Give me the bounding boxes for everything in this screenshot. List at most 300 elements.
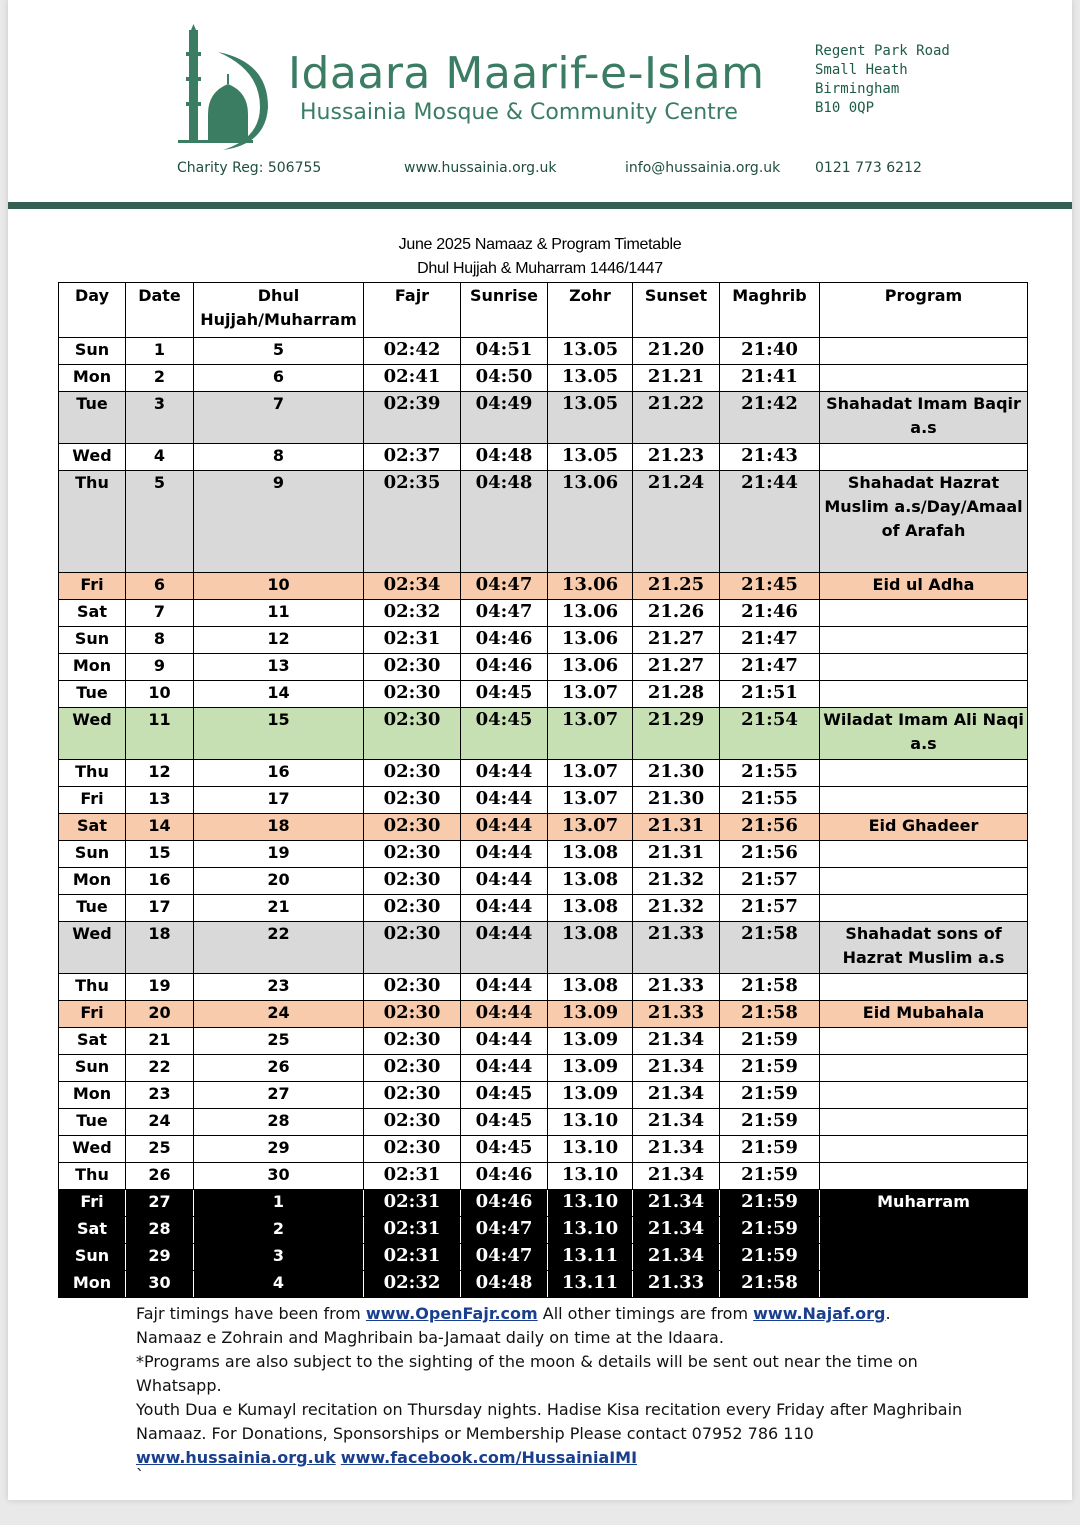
- sunset-time: 21.20: [633, 338, 720, 365]
- sunset-time: 21.30: [633, 760, 720, 787]
- date-cell: 7: [126, 600, 194, 627]
- timetable-row: [59, 1163, 1028, 1190]
- sunset-time: 21.34: [633, 1109, 720, 1136]
- timetable-row: [59, 1082, 1028, 1109]
- date-cell: 21: [126, 1028, 194, 1055]
- note-moon-sighting: *Programs are also subject to the sighting of the moon & details will be sent out near the time on Whatsapp.: [136, 1352, 918, 1395]
- col-header-day: Day: [59, 283, 126, 338]
- program-cell: [820, 1136, 1028, 1163]
- hijri-date-cell: 14: [194, 681, 364, 708]
- col-header-zohr: Zohr: [548, 283, 633, 338]
- day-cell: Mon: [59, 868, 126, 895]
- day-cell: Tue: [59, 681, 126, 708]
- sunrise-time: 04:45: [461, 1109, 548, 1136]
- fajr-time: 02:41: [364, 365, 461, 392]
- date-cell: 10: [126, 681, 194, 708]
- date-cell: 18: [126, 922, 194, 974]
- sunset-time: 21.34: [633, 1136, 720, 1163]
- maghrib-time: 21:58: [720, 922, 820, 974]
- najaf-link[interactable]: www.Najaf.org: [753, 1304, 886, 1323]
- date-cell: 26: [126, 1163, 194, 1190]
- fajr-time: 02:39: [364, 392, 461, 444]
- hijri-date-cell: 13: [194, 654, 364, 681]
- day-cell: Sun: [59, 841, 126, 868]
- zohr-time: 13.07: [548, 787, 633, 814]
- hijri-date-cell: 15: [194, 708, 364, 760]
- maghrib-time: 21:55: [720, 787, 820, 814]
- sunset-time: 21.34: [633, 1163, 720, 1190]
- day-cell: Fri: [59, 573, 126, 600]
- sunrise-time: 04:46: [461, 1163, 548, 1190]
- note-jamaat: Namaaz e Zohrain and Maghribain ba-Jamaat daily on time at the Idaara.: [136, 1328, 724, 1347]
- maghrib-time: 21:59: [720, 1190, 820, 1217]
- maghrib-time: 21:59: [720, 1028, 820, 1055]
- sunset-time: 21.34: [633, 1082, 720, 1109]
- fajr-time: 02:30: [364, 1055, 461, 1082]
- hijri-date-cell: 9: [194, 471, 364, 573]
- fajr-time: 02:32: [364, 1271, 461, 1298]
- fajr-time: 02:32: [364, 600, 461, 627]
- fajr-time: 02:30: [364, 760, 461, 787]
- sunset-time: 21.34: [633, 1217, 720, 1244]
- fajr-time: 02:35: [364, 471, 461, 573]
- date-cell: 5: [126, 471, 194, 573]
- maghrib-time: 21:40: [720, 338, 820, 365]
- sunrise-time: 04:46: [461, 1190, 548, 1217]
- hijri-date-cell: 20: [194, 868, 364, 895]
- website-link[interactable]: www.hussainia.org.uk: [404, 160, 557, 176]
- maghrib-time: 21:46: [720, 600, 820, 627]
- note-sources: [136, 1302, 996, 1326]
- note-text: .: [885, 1304, 891, 1323]
- sunset-time: 21.34: [633, 1055, 720, 1082]
- day-cell: Mon: [59, 365, 126, 392]
- hijri-date-cell: 28: [194, 1109, 364, 1136]
- maghrib-time: 21:57: [720, 868, 820, 895]
- sunset-time: 21.31: [633, 814, 720, 841]
- maghrib-time: 21:58: [720, 974, 820, 1001]
- fajr-time: 02:31: [364, 1163, 461, 1190]
- day-cell: Wed: [59, 444, 126, 471]
- day-cell: Thu: [59, 760, 126, 787]
- date-cell: 24: [126, 1109, 194, 1136]
- timetable-row: [59, 1109, 1028, 1136]
- maghrib-time: 21:56: [720, 841, 820, 868]
- date-cell: 23: [126, 1082, 194, 1109]
- day-cell: Sat: [59, 814, 126, 841]
- hijri-date-cell: 27: [194, 1082, 364, 1109]
- hijri-date-cell: 8: [194, 444, 364, 471]
- maghrib-time: 21:59: [720, 1163, 820, 1190]
- timetable-row: [59, 922, 1028, 974]
- maghrib-time: 21:54: [720, 708, 820, 760]
- sunset-time: 21.33: [633, 1001, 720, 1028]
- hijri-date-cell: 3: [194, 1244, 364, 1271]
- program-cell: [820, 787, 1028, 814]
- zohr-time: 13.07: [548, 681, 633, 708]
- org-subtitle: Hussainia Mosque & Community Centre: [300, 100, 738, 125]
- zohr-time: 13.10: [548, 1190, 633, 1217]
- fajr-time: 02:30: [364, 868, 461, 895]
- sunset-time: 21.32: [633, 868, 720, 895]
- sunrise-time: 04:51: [461, 338, 548, 365]
- fajr-time: 02:42: [364, 338, 461, 365]
- sunset-time: 21.31: [633, 841, 720, 868]
- timetable-row: [59, 627, 1028, 654]
- date-cell: 11: [126, 708, 194, 760]
- facebook-link[interactable]: www.facebook.com/HussainiaIMI: [340, 1448, 638, 1467]
- program-cell: [820, 365, 1028, 392]
- program-cell: Eid Mubahala: [820, 1001, 1028, 1028]
- date-cell: 30: [126, 1271, 194, 1298]
- maghrib-time: 21:44: [720, 471, 820, 573]
- address-block: [815, 42, 950, 118]
- sunset-time: 21.32: [633, 895, 720, 922]
- timetable-row: [59, 654, 1028, 681]
- date-cell: 17: [126, 895, 194, 922]
- date-cell: 22: [126, 1055, 194, 1082]
- date-cell: 3: [126, 392, 194, 444]
- col-header-hijri: Dhul Hujjah/Muharram: [194, 283, 364, 338]
- zohr-time: 13.07: [548, 708, 633, 760]
- zohr-time: 13.05: [548, 365, 633, 392]
- sunrise-time: 04:44: [461, 922, 548, 974]
- sunrise-time: 04:44: [461, 974, 548, 1001]
- maghrib-time: 21:58: [720, 1271, 820, 1298]
- hijri-date-cell: 29: [194, 1136, 364, 1163]
- sunset-time: 21.34: [633, 1190, 720, 1217]
- date-cell: 28: [126, 1217, 194, 1244]
- address-line: Birmingham: [815, 81, 900, 97]
- hijri-date-cell: 11: [194, 600, 364, 627]
- timetable-header-row: [59, 283, 1028, 338]
- program-cell: [820, 1055, 1028, 1082]
- maghrib-time: 21:59: [720, 1244, 820, 1271]
- program-cell: Muharram: [820, 1190, 1028, 1217]
- timetable-row: [59, 841, 1028, 868]
- hijri-date-cell: 4: [194, 1271, 364, 1298]
- hijri-date-cell: 30: [194, 1163, 364, 1190]
- maghrib-time: 21:47: [720, 654, 820, 681]
- day-cell: Tue: [59, 895, 126, 922]
- fajr-time: 02:31: [364, 1217, 461, 1244]
- fajr-time: 02:30: [364, 1082, 461, 1109]
- address-line: B10 0QP: [815, 100, 875, 116]
- timetable-row: [59, 787, 1028, 814]
- timetable-row: [59, 681, 1028, 708]
- day-cell: Sun: [59, 1055, 126, 1082]
- program-cell: Shahadat Hazrat Muslim a.s/Day/Amaal of Arafah: [820, 471, 1028, 573]
- hijri-date-cell: 6: [194, 365, 364, 392]
- program-cell: [820, 1217, 1028, 1244]
- fajr-time: 02:30: [364, 974, 461, 1001]
- hijri-date-cell: 25: [194, 1028, 364, 1055]
- zohr-time: 13.05: [548, 444, 633, 471]
- day-cell: Mon: [59, 1271, 126, 1298]
- sunset-time: 21.34: [633, 1244, 720, 1271]
- maghrib-time: 21:47: [720, 627, 820, 654]
- sunrise-time: 04:44: [461, 895, 548, 922]
- day-cell: Sat: [59, 600, 126, 627]
- day-cell: Tue: [59, 1109, 126, 1136]
- sunset-time: 21.21: [633, 365, 720, 392]
- day-cell: Wed: [59, 708, 126, 760]
- fajr-time: 02:30: [364, 1001, 461, 1028]
- hijri-date-cell: 24: [194, 1001, 364, 1028]
- maghrib-time: 21:59: [720, 1055, 820, 1082]
- date-cell: 6: [126, 573, 194, 600]
- hussainia-site-link[interactable]: www.hussainia.org.uk: [136, 1448, 336, 1467]
- hijri-date-cell: 22: [194, 922, 364, 974]
- day-cell: Fri: [59, 787, 126, 814]
- fajr-time: 02:30: [364, 654, 461, 681]
- date-cell: 13: [126, 787, 194, 814]
- sunset-time: 21.33: [633, 1271, 720, 1298]
- fajr-time: 02:30: [364, 681, 461, 708]
- footer-notes: [136, 1302, 996, 1485]
- hijri-date-cell: 21: [194, 895, 364, 922]
- sunrise-time: 04:44: [461, 841, 548, 868]
- fajr-time: 02:30: [364, 708, 461, 760]
- timetable-row: [59, 760, 1028, 787]
- sunrise-time: 04:44: [461, 868, 548, 895]
- sunset-time: 21.33: [633, 974, 720, 1001]
- sunrise-time: 04:47: [461, 1244, 548, 1271]
- program-cell: [820, 338, 1028, 365]
- date-cell: 8: [126, 627, 194, 654]
- maghrib-time: 21:42: [720, 392, 820, 444]
- col-header-program: Program: [820, 283, 1028, 338]
- maghrib-time: 21:57: [720, 895, 820, 922]
- sunset-time: 21.22: [633, 392, 720, 444]
- fajr-time: 02:34: [364, 573, 461, 600]
- timetable-row: [59, 365, 1028, 392]
- timetable-row: [59, 600, 1028, 627]
- zohr-time: 13.08: [548, 868, 633, 895]
- day-cell: Mon: [59, 654, 126, 681]
- phone-number: 0121 773 6212: [815, 160, 922, 176]
- zohr-time: 13.08: [548, 974, 633, 1001]
- sunrise-time: 04:49: [461, 392, 548, 444]
- program-cell: Wiladat Imam Ali Naqi a.s: [820, 708, 1028, 760]
- program-cell: Eid Ghadeer: [820, 814, 1028, 841]
- zohr-time: 13.09: [548, 1028, 633, 1055]
- timetable-subtitle: Dhul Hujjah & Muharram 1446/1447: [417, 260, 663, 277]
- sunrise-time: 04:48: [461, 1271, 548, 1298]
- zohr-time: 13.05: [548, 392, 633, 444]
- program-cell: [820, 627, 1028, 654]
- zohr-time: 13.10: [548, 1136, 633, 1163]
- col-header-maghrib: Maghrib: [720, 283, 820, 338]
- day-cell: Sat: [59, 1217, 126, 1244]
- sunrise-time: 04:46: [461, 654, 548, 681]
- sunset-time: 21.27: [633, 654, 720, 681]
- timetable-row: [59, 1271, 1028, 1298]
- sunrise-time: 04:50: [461, 365, 548, 392]
- sunrise-time: 04:44: [461, 1001, 548, 1028]
- date-cell: 12: [126, 760, 194, 787]
- sunrise-time: 04:45: [461, 708, 548, 760]
- mosque-logo-icon: [168, 22, 278, 152]
- sunset-time: 21.25: [633, 573, 720, 600]
- program-cell: [820, 1271, 1028, 1298]
- address-line: Small Heath: [815, 62, 908, 78]
- date-cell: 1: [126, 338, 194, 365]
- program-cell: [820, 974, 1028, 1001]
- col-header-fajr: Fajr: [364, 283, 461, 338]
- maghrib-time: 21:59: [720, 1217, 820, 1244]
- program-cell: Shahadat Imam Baqir a.s: [820, 392, 1028, 444]
- program-cell: Eid ul Adha: [820, 573, 1028, 600]
- sunset-time: 21.29: [633, 708, 720, 760]
- date-cell: 16: [126, 868, 194, 895]
- timetable-row: [59, 1190, 1028, 1217]
- timetable-row: [59, 1244, 1028, 1271]
- fajr-time: 02:31: [364, 1190, 461, 1217]
- sunrise-time: 04:45: [461, 1136, 548, 1163]
- program-cell: Shahadat sons of Hazrat Muslim a.s: [820, 922, 1028, 974]
- program-cell: [820, 1028, 1028, 1055]
- col-header-sunset: Sunset: [633, 283, 720, 338]
- program-cell: [820, 1163, 1028, 1190]
- maghrib-time: 21:41: [720, 365, 820, 392]
- sunrise-time: 04:47: [461, 1217, 548, 1244]
- sunrise-time: 04:48: [461, 444, 548, 471]
- timetable-row: [59, 1028, 1028, 1055]
- timetable-row: [59, 974, 1028, 1001]
- sunrise-time: 04:44: [461, 787, 548, 814]
- zohr-time: 13.09: [548, 1055, 633, 1082]
- day-cell: Thu: [59, 974, 126, 1001]
- note-text: Fajr timings have been from: [136, 1304, 366, 1323]
- program-cell: [820, 841, 1028, 868]
- fajr-time: 02:30: [364, 1109, 461, 1136]
- program-cell: [820, 1082, 1028, 1109]
- fajr-time: 02:31: [364, 627, 461, 654]
- note-text: All other timings are from: [537, 1304, 754, 1323]
- address-line: Regent Park Road: [815, 43, 950, 59]
- sunset-time: 21.24: [633, 471, 720, 573]
- fajr-time: 02:30: [364, 841, 461, 868]
- maghrib-time: 21:59: [720, 1082, 820, 1109]
- hijri-date-cell: 18: [194, 814, 364, 841]
- col-header-sunrise: Sunrise: [461, 283, 548, 338]
- zohr-time: 13.06: [548, 627, 633, 654]
- day-cell: Tue: [59, 392, 126, 444]
- fajr-time: 02:30: [364, 922, 461, 974]
- sunrise-time: 04:48: [461, 471, 548, 573]
- header-divider: [8, 202, 1072, 209]
- hijri-date-cell: 5: [194, 338, 364, 365]
- maghrib-time: 21:51: [720, 681, 820, 708]
- zohr-time: 13.11: [548, 1244, 633, 1271]
- day-cell: Fri: [59, 1001, 126, 1028]
- zohr-time: 13.08: [548, 841, 633, 868]
- fajr-time: 02:30: [364, 895, 461, 922]
- zohr-time: 13.09: [548, 1082, 633, 1109]
- sunrise-time: 04:44: [461, 1028, 548, 1055]
- document-page: [8, 0, 1072, 1500]
- maghrib-time: 21:59: [720, 1136, 820, 1163]
- zohr-time: 13.10: [548, 1163, 633, 1190]
- sunrise-time: 04:44: [461, 760, 548, 787]
- sunrise-time: 04:47: [461, 600, 548, 627]
- program-cell: [820, 444, 1028, 471]
- timetable-row: [59, 868, 1028, 895]
- fajr-time: 02:30: [364, 814, 461, 841]
- openfajr-link[interactable]: www.OpenFajr.com: [365, 1304, 538, 1323]
- zohr-time: 13.08: [548, 895, 633, 922]
- date-cell: 15: [126, 841, 194, 868]
- email-link[interactable]: info@hussainia.org.uk: [625, 160, 781, 176]
- charity-reg: Charity Reg: 506755: [177, 160, 322, 176]
- timetable-row: [59, 895, 1028, 922]
- sunrise-time: 04:45: [461, 1082, 548, 1109]
- timetable-row: [59, 392, 1028, 444]
- hijri-date-cell: 12: [194, 627, 364, 654]
- note-youth-programs: Youth Dua e Kumayl recitation on Thursday nights. Hadise Kisa recitation every Friday after Maghribain Namaaz. For Donations, Sponsorships or Membership Please contact 07952 786 110: [136, 1400, 963, 1443]
- sunrise-time: 04:46: [461, 627, 548, 654]
- zohr-time: 13.07: [548, 760, 633, 787]
- trailing-mark: `: [136, 1466, 144, 1485]
- timetable-row: [59, 708, 1028, 760]
- maghrib-time: 21:58: [720, 1001, 820, 1028]
- fajr-time: 02:30: [364, 1028, 461, 1055]
- program-cell: [820, 654, 1028, 681]
- date-cell: 25: [126, 1136, 194, 1163]
- maghrib-time: 21:56: [720, 814, 820, 841]
- sunset-time: 21.33: [633, 922, 720, 974]
- sunrise-time: 04:47: [461, 573, 548, 600]
- sunrise-time: 04:44: [461, 1055, 548, 1082]
- maghrib-time: 21:59: [720, 1109, 820, 1136]
- fajr-time: 02:30: [364, 787, 461, 814]
- zohr-time: 13.10: [548, 1217, 633, 1244]
- zohr-time: 13.11: [548, 1271, 633, 1298]
- day-cell: Thu: [59, 1163, 126, 1190]
- date-cell: 9: [126, 654, 194, 681]
- org-name: Idaara Maarif-e-Islam: [288, 48, 765, 99]
- program-cell: [820, 868, 1028, 895]
- fajr-time: 02:37: [364, 444, 461, 471]
- date-cell: 14: [126, 814, 194, 841]
- maghrib-time: 21:45: [720, 573, 820, 600]
- note-links: [136, 1446, 996, 1470]
- day-cell: Sat: [59, 1028, 126, 1055]
- sunset-time: 21.28: [633, 681, 720, 708]
- sunrise-time: 04:45: [461, 681, 548, 708]
- fajr-time: 02:31: [364, 1244, 461, 1271]
- timetable-row: [59, 338, 1028, 365]
- timetable-row: [59, 444, 1028, 471]
- hijri-date-cell: 23: [194, 974, 364, 1001]
- sunset-time: 21.26: [633, 600, 720, 627]
- zohr-time: 13.07: [548, 814, 633, 841]
- day-cell: Wed: [59, 922, 126, 974]
- fajr-time: 02:30: [364, 1136, 461, 1163]
- zohr-time: 13.09: [548, 1001, 633, 1028]
- date-cell: 19: [126, 974, 194, 1001]
- day-cell: Sun: [59, 338, 126, 365]
- zohr-time: 13.06: [548, 600, 633, 627]
- date-cell: 20: [126, 1001, 194, 1028]
- zohr-time: 13.06: [548, 471, 633, 573]
- sunrise-time: 04:44: [461, 814, 548, 841]
- hijri-date-cell: 19: [194, 841, 364, 868]
- hijri-date-cell: 7: [194, 392, 364, 444]
- date-cell: 27: [126, 1190, 194, 1217]
- sunset-time: 21.34: [633, 1028, 720, 1055]
